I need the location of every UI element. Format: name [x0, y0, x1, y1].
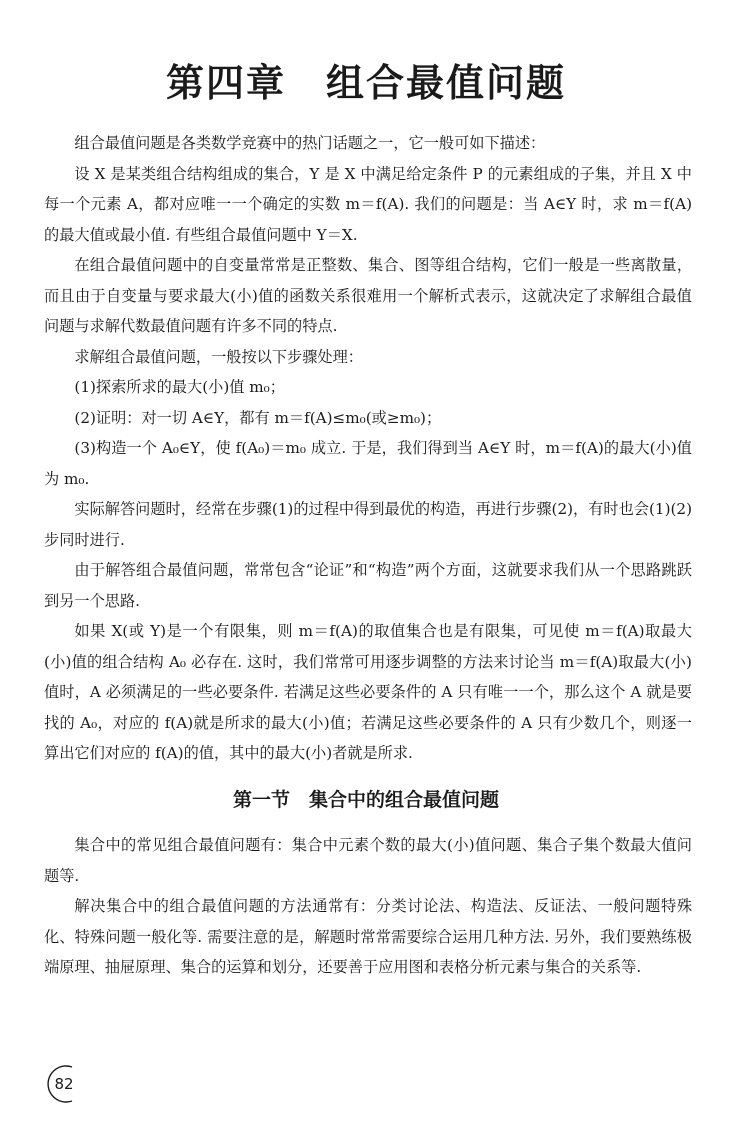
paragraph: (2)证明：对一切 A∈Y，都有 m＝f(A)≤m₀(或≥m₀)； — [74, 408, 442, 427]
paragraph: 由于解答组合最值问题，常常包含“论证”和“构造”两个方面，这就要求我们从一个思路跳跃到另一个思路. — [44, 561, 692, 610]
paragraph: 设 X 是某类组合结构组成的集合，Y 是 X 中满足给定条件 P 的元素组成的子集，并且 X 中每一个元素 A，都对应唯一一个确定的实数 m＝f(A). 我们的问题是：当 A∈Y 时，求 m＝f(A)的最大值或最小值. 有些组合最值问题中 Y＝X. — [44, 164, 692, 244]
paragraph: 在组合最值问题中的自变量常常是正整数、集合、图等组合结构，它们一般是一些离散量，而且由于自变量与要求最大(小)值的函数关系很难用一个解析式表示，这就决定了求解组合最值问题与求解代数最值问题有许多不同的特点. — [44, 256, 692, 335]
paragraph: (1)探索所求的最大(小)值 m₀； — [74, 378, 285, 396]
page-number — [42, 1062, 86, 1106]
chapter-title: 第四章 组合最值问题 — [165, 61, 566, 105]
paragraph: 解决集合中的组合最值问题的方法通常有：分类讨论法、构造法、反证法、一般问题特殊化、特殊问题一般化等. 需要注意的是，解题时常常需要综合运用几种方法. 另外，我们要熟练极端原理、抽屉原理、集合的运算和划分，还要善于应用图和表格分析元素与集合的关系等. — [44, 897, 692, 976]
page-number-label: 82 — [54, 1075, 74, 1093]
paragraph: 如果 X(或 Y)是一个有限集，则 m＝f(A)的取值集合也是有限集，可见使 m＝f(A)取最大(小)值的组合结构 A₀ 必存在. 这时，我们常常可用逐步调整的方法来讨论当 m＝f(A)取最大(小)值时，A 必须满足的一些必要条件. 若满足这些必要条件的 A 只有唯一一个，那么这个 A 就是要找的 A₀，对应的 f(A)就是所求的最大(小)值；若满足这些必要条件的 A 只有少数几个，则逐一算出它们对应的 f(A)的值，其中的最大(小)者就是所求. — [44, 622, 692, 762]
paragraph: 实际解答问题时，经常在步骤(1)的过程中得到最优的构造，再进行步骤(2)，有时也会(1)(2)步同时进行. — [44, 500, 693, 549]
paragraph: 组合最值问题是各类数学竞赛中的热门话题之一，它一般可如下描述： — [74, 134, 546, 152]
section-text — [44, 830, 692, 983]
section-title: 第一节 集合中的组合最值问题 — [232, 789, 499, 811]
paragraph: (3)构造一个 A₀∈Y，使 f(A₀)＝m₀ 成立. 于是，我们得到当 A∈Y 时，m＝f(A)的最大(小)值为 m₀. — [44, 439, 692, 488]
paragraph: 求解组合最值问题，一般按以下步骤处理： — [74, 347, 363, 366]
paragraph: 集合中的常见组合最值问题有：集合中元素个数的最大(小)值问题、集合子集个数最大值问题等. — [44, 836, 692, 885]
intro-text — [44, 128, 692, 769]
